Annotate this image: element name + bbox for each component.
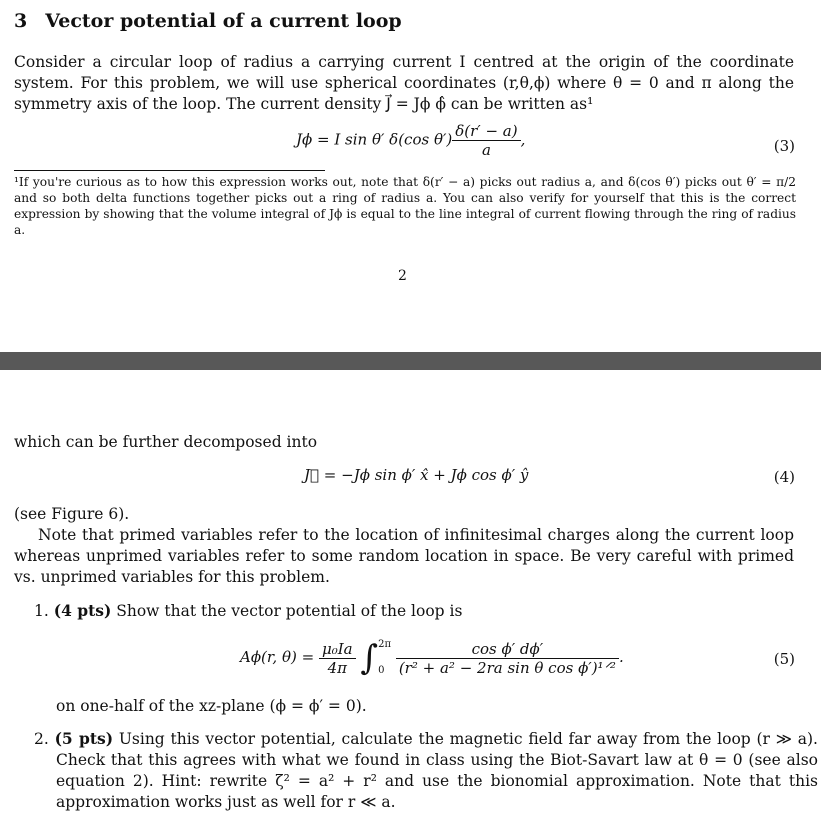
intro-paragraph: Consider a circular loop of radius a carrying current I centred at the origin of the coordinate system. For this problem, we will use spherical coordinates (r,θ,ϕ) where θ = 0 and π along the symmetry axis of the loop. The current density J⃗ = Jϕ ϕ̂ can be written as¹	[14, 53, 794, 113]
eq3-comma: ,	[520, 130, 526, 149]
eq5-lower-limit: 0	[378, 665, 385, 676]
question-1	[34, 600, 818, 622]
eq5-coef-num: μ₀Ia	[319, 640, 356, 659]
lead-text: which can be further decomposed into	[14, 433, 318, 451]
eq3-number: (3)	[773, 137, 795, 155]
eq5-upper-limit: 2π	[378, 639, 392, 650]
q2-points: (5 pts)	[54, 729, 114, 748]
equation-4: J⃗ = −Jϕ sin ϕ′ x̂ + Jϕ cos ϕ′ ŷ	[304, 466, 529, 484]
q2-text: Using this vector potential, calculate the magnetic field far away from the loop (r ≫ a). Check that this agrees with what we found in class using the Biot-Savart law at θ = 0 (see also equation 2). Hint: rewrite ζ² = a² + r² and use the bionomial approximation. Note that this approximation works just as well for r ≪ a.	[56, 730, 818, 811]
footnote: ¹If you're curious as to how this expression works out, note that δ(r′ − a) picks out radius a, and δ(cos θ′) picks out θ′ = π/2 and so both delta functions together picks out a ring of radius a. You can also verify for yourself that this is the correct expression by showing that the volume integral of Jϕ is equal to the line integral of current flowing through the ring of radius a.	[14, 175, 796, 237]
integral-sign: ∫	[360, 638, 379, 678]
page-separator	[0, 352, 821, 370]
equation-5	[240, 632, 624, 682]
eq5-int-num: cos ϕ′ dϕ′	[396, 640, 619, 659]
eq5-lhs: Aϕ(r, θ) =	[240, 648, 315, 666]
page-1	[0, 0, 821, 352]
section-title: Vector potential of a current loop	[45, 10, 402, 32]
equation-3	[296, 122, 525, 159]
eq5-int-den: (r² + a² − 2ra sin θ cos ϕ′)¹ᐟ²	[398, 658, 616, 677]
q2-number: 2.	[34, 730, 49, 748]
eq5-period: .	[618, 648, 624, 666]
page-number: 2	[398, 268, 407, 284]
eq5-integrand	[396, 640, 619, 677]
section-heading	[14, 10, 402, 32]
eq5-coef-den: 4π	[327, 658, 347, 677]
section-number: 3	[14, 10, 28, 32]
eq3-numerator: δ(r′ − a)	[452, 122, 520, 141]
eq5-number: (5)	[773, 650, 795, 668]
page-2	[0, 370, 821, 818]
footnote-rule	[14, 170, 325, 171]
q1-text: Show that the vector potential of the loop is	[116, 602, 463, 620]
q1-number: 1.	[34, 602, 49, 620]
q1-points: (4 pts)	[53, 601, 112, 620]
eq5-limits	[378, 632, 391, 684]
question-2	[34, 728, 818, 813]
note-paragraph: Note that primed variables refer to the location of infinitesimal charges along the current loop whereas unprimed variables refer to some random location in space. Be very careful with primed vs. unprimed variables for this problem.	[14, 526, 794, 586]
eq3-fraction	[452, 122, 520, 159]
eq4-number: (4)	[773, 468, 795, 486]
eq3-denominator: a	[481, 141, 491, 159]
see-figure: (see Figure 6).	[14, 505, 130, 523]
eq3-lhs: Jϕ = I sin θ′ δ(cos θ′)	[296, 130, 453, 149]
eq5-coefficient	[319, 640, 356, 677]
eq5-note: on one-half of the xz-plane (ϕ = ϕ′ = 0).	[56, 697, 367, 715]
